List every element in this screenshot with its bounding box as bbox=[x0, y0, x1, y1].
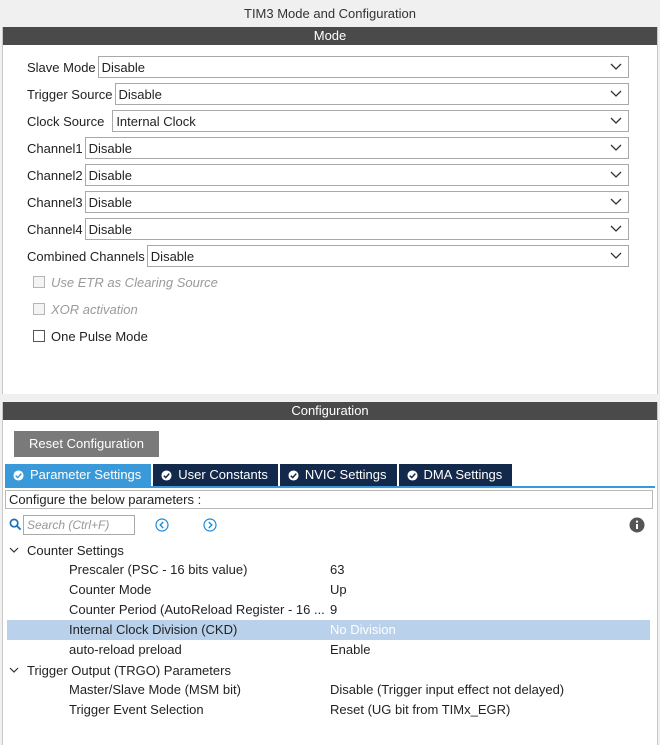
channel2-row bbox=[27, 164, 629, 186]
xor-activation-checkbox-row bbox=[33, 300, 138, 318]
reset-configuration-button[interactable]: Reset Configuration bbox=[14, 431, 159, 457]
channel3-label: Channel3 bbox=[27, 194, 83, 210]
channel4-row bbox=[27, 218, 629, 240]
config-tabs bbox=[5, 464, 514, 486]
use-etr-checkbox-row bbox=[33, 273, 218, 291]
chevron-down-icon bbox=[610, 87, 622, 99]
tab-label: NVIC Settings bbox=[304, 467, 387, 482]
xor-activation-label: XOR activation bbox=[51, 301, 138, 317]
param-name: Counter Period (AutoReload Register - 16 ... bbox=[69, 602, 325, 617]
tab-label: Parameter Settings bbox=[30, 467, 142, 482]
chevron-down-icon bbox=[610, 114, 622, 126]
tab-user-constants[interactable] bbox=[153, 464, 278, 486]
chevron-down-icon bbox=[610, 141, 622, 153]
param-row-trigger-event-selection[interactable] bbox=[7, 700, 650, 720]
chevron-down-icon bbox=[610, 222, 622, 234]
chevron-down-icon bbox=[9, 545, 19, 555]
param-name: Master/Slave Mode (MSM bit) bbox=[69, 682, 241, 697]
one-pulse-mode-checkbox[interactable] bbox=[33, 330, 45, 342]
search-row bbox=[9, 515, 649, 535]
one-pulse-mode-label: One Pulse Mode bbox=[51, 328, 148, 344]
slave-mode-value: Disable bbox=[101, 59, 146, 75]
tab-strip bbox=[5, 486, 655, 488]
one-pulse-mode-checkbox-row bbox=[33, 327, 148, 345]
use-etr-checkbox[interactable] bbox=[33, 276, 45, 288]
clock-source-value: Internal Clock bbox=[116, 113, 196, 129]
search-input[interactable] bbox=[23, 515, 135, 535]
slave-mode-row bbox=[27, 56, 629, 78]
clock-source-select[interactable] bbox=[112, 110, 629, 132]
channel1-value: Disable bbox=[88, 140, 133, 156]
param-row-counter-mode[interactable] bbox=[7, 580, 650, 600]
clock-source-label: Clock Source bbox=[27, 113, 105, 129]
channel4-value: Disable bbox=[88, 221, 133, 237]
param-name: Counter Mode bbox=[69, 582, 152, 597]
trigger-source-value: Disable bbox=[118, 86, 162, 102]
chevron-down-icon bbox=[610, 249, 622, 261]
tab-nvic-settings[interactable] bbox=[280, 464, 397, 486]
mode-panel bbox=[2, 27, 658, 394]
trigger-source-label: Trigger Source bbox=[27, 86, 113, 102]
param-value: Reset (UG bit from TIMx_EGR) bbox=[330, 702, 511, 717]
param-row-auto-reload-preload[interactable] bbox=[7, 640, 650, 660]
combined-channels-select[interactable] bbox=[147, 245, 629, 267]
combined-channels-row bbox=[27, 245, 629, 267]
param-name: Trigger Event Selection bbox=[69, 702, 204, 717]
channel3-select[interactable] bbox=[85, 191, 629, 213]
channel2-value: Disable bbox=[88, 167, 133, 183]
trigger-output-group[interactable] bbox=[9, 660, 231, 680]
check-circle-icon bbox=[407, 470, 418, 481]
param-value: Up bbox=[330, 582, 347, 597]
tab-dma-settings[interactable] bbox=[399, 464, 513, 486]
tab-parameter-settings[interactable] bbox=[5, 464, 151, 486]
search-icon[interactable] bbox=[9, 518, 22, 531]
configuration-header: Configuration bbox=[3, 402, 657, 420]
channel1-label: Channel1 bbox=[27, 140, 83, 156]
tab-label: User Constants bbox=[178, 467, 268, 482]
channel3-row bbox=[27, 191, 629, 213]
param-value: 63 bbox=[330, 562, 345, 577]
slave-mode-label: Slave Mode bbox=[27, 59, 96, 75]
chevron-down-icon bbox=[610, 60, 622, 72]
combined-channels-value: Disable bbox=[150, 248, 195, 264]
channel2-select[interactable] bbox=[85, 164, 629, 186]
param-name: Prescaler (PSC - 16 bits value) bbox=[69, 562, 248, 577]
search-previous-icon[interactable] bbox=[155, 518, 169, 532]
group-label: Counter Settings bbox=[27, 542, 124, 558]
clock-source-row bbox=[27, 110, 629, 132]
configuration-panel bbox=[2, 402, 658, 745]
channel2-label: Channel2 bbox=[27, 167, 83, 183]
combined-channels-label: Combined Channels bbox=[27, 248, 145, 264]
channel1-select[interactable] bbox=[85, 137, 629, 159]
check-circle-icon bbox=[288, 470, 299, 481]
param-row-counter-period[interactable] bbox=[7, 600, 650, 620]
window-title: TIM3 Mode and Configuration bbox=[0, 0, 660, 27]
mode-header: Mode bbox=[3, 27, 657, 45]
description-text: Configure the below parameters : bbox=[5, 490, 653, 509]
search-next-icon[interactable] bbox=[203, 518, 217, 532]
tab-label: DMA Settings bbox=[423, 467, 503, 482]
info-icon[interactable] bbox=[629, 517, 645, 533]
check-circle-icon bbox=[161, 470, 172, 481]
chevron-down-icon bbox=[610, 195, 622, 207]
xor-activation-checkbox[interactable] bbox=[33, 303, 45, 315]
counter-settings-group[interactable] bbox=[9, 540, 124, 560]
param-row-clock-division[interactable] bbox=[7, 620, 650, 640]
chevron-down-icon bbox=[9, 665, 19, 675]
param-value: 9 bbox=[330, 602, 338, 617]
group-label: Trigger Output (TRGO) Parameters bbox=[27, 662, 231, 678]
check-circle-icon bbox=[13, 470, 24, 481]
param-row-prescaler[interactable] bbox=[7, 560, 650, 580]
channel1-row bbox=[27, 137, 629, 159]
trigger-source-select[interactable] bbox=[115, 83, 630, 105]
param-row-master-slave-mode[interactable] bbox=[7, 680, 650, 700]
param-value: Enable bbox=[330, 642, 371, 657]
channel4-select[interactable] bbox=[85, 218, 629, 240]
slave-mode-select[interactable] bbox=[98, 56, 629, 78]
chevron-down-icon bbox=[610, 168, 622, 180]
param-value: No Division bbox=[330, 622, 396, 637]
param-name: auto-reload preload bbox=[69, 642, 182, 657]
use-etr-label: Use ETR as Clearing Source bbox=[51, 274, 218, 290]
param-name: Internal Clock Division (CKD) bbox=[69, 622, 238, 637]
param-value: Disable (Trigger input effect not delayed) bbox=[330, 682, 565, 697]
channel3-value: Disable bbox=[88, 194, 133, 210]
trigger-source-row bbox=[27, 83, 629, 105]
channel4-label: Channel4 bbox=[27, 221, 83, 237]
